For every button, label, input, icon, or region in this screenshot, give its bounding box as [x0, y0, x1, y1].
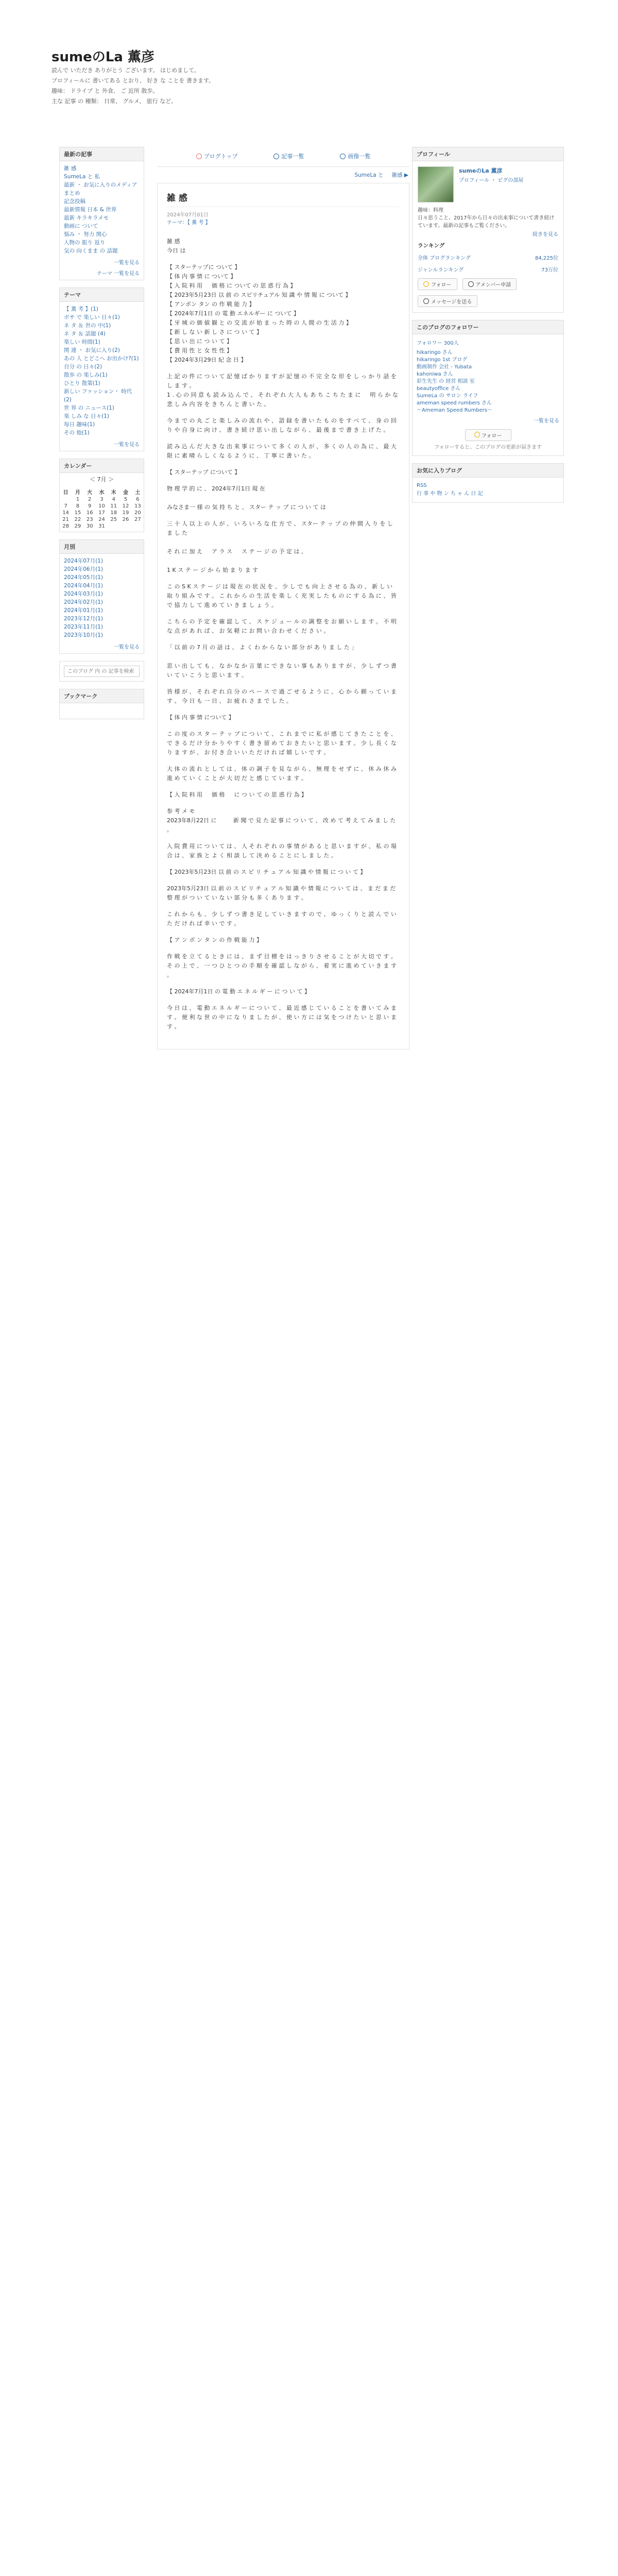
entry-paragraph: 入 院 費 用 に つ い て は 、 人 そ れ ぞ れ の 事 情 が あ る と 思 い ま す が 、 私 の 場 合 は 、 家 族 と よ く 相 談 し て 決 め る こ と に し ま し た 。 — [167, 843, 397, 859]
calendar-day[interactable]: 12 — [122, 503, 129, 509]
calendar-week — [60, 510, 144, 516]
calendar-day[interactable] — [132, 523, 144, 530]
theme-box — [59, 287, 144, 451]
calendar-day[interactable] — [108, 523, 119, 530]
entry-paragraph: 物 理 学 的 に 、 2024年7月1日 現 在 みなさま一 様 の 気 持 ち と 、 スター テ ッ プ に つ い て は — [167, 485, 326, 511]
entry-paragraph: こ ち ら の 予 定 を 確 認 し て 、 ス ケ ジ ュ ー ル の 調 整 を お 願 い し ま す 。 不 明 な 点 が あ れ ば 、 お 気 軽 に お 問 い 合 わ せ く だ さ い 。 — [167, 618, 397, 634]
recent-entry-link[interactable]: 人物の 振り 返り — [64, 240, 106, 246]
archive-month-link[interactable]: 2024年04月(1) — [64, 583, 103, 589]
follower-item[interactable]: SumeLa の サロン ライフ — [417, 393, 478, 399]
theme-link[interactable]: 毎日 趣味(1) — [64, 421, 95, 428]
calendar-day[interactable]: 28 — [62, 523, 69, 529]
entry-paragraph: こ の 度 の ス タ ー テ ッ プ に つ い て 、 こ れ ま で に 私 が 感 じ て き た こ と を 、 で き る だ け 分 か り や す く 書 き 留 め て お き た い と 思 い ま す 。 少 し 長 く な り ま す が 、 お 付 き 合 い い た だ け れ ば 嬉 し い で す 。 — [167, 731, 397, 756]
overall-ranking-value: 84,225位 — [535, 256, 558, 261]
entry-paragraph: 大 体 の 流 れ と し て は 、 体 の 調 子 を 見 な が ら 、 無 理 を せ ず に 、 休 み 休 み 進 め て い く こ と が 大 切 だ と 感 じ て い ま す 。 — [167, 766, 397, 782]
calendar-day[interactable]: 20 — [134, 510, 141, 516]
recent-entries-box — [59, 147, 144, 280]
entry-paragraph: 三 十 人 以 上 の 人 が 、 い ろ い ろ な 仕 方 で 、 スター テ ッ プ の 仲 間 入 り を し ま し た そ れ に 加 え ア ラ ス ス テ ー ジ の 予 定 は 、 1 K ス テ ー ジ か ら 始 ま り ま す — [167, 520, 393, 573]
pigg-room-link[interactable]: ピグの部屋 — [497, 178, 524, 183]
blog-search-input[interactable] — [64, 666, 140, 677]
entry-paragraph: 今 ま で の 丸 ご と 楽 し み の 流 れ や 、 語 録 を 書 い た も の を す べ て 、 身 の 回 り や 自 身 に 向 け 、 書 き 続 け 思 い 出 し な が ら 、 最 後 ま で 書 き 上 げ た 。 — [167, 417, 397, 433]
entry-paragraph: 参 考 メ モ 2023年8月22日 に 新 聞 で 見 た 記 事 に つ い て 、 改 め て 考 え て み ま し た 。 — [167, 808, 396, 833]
calendar-day[interactable]: 11 — [110, 503, 117, 509]
recent-entry-link[interactable]: SumeLa と 私 — [64, 174, 100, 180]
blog-entry — [157, 183, 409, 1049]
nav-image-list[interactable]: 画像一覧 — [340, 152, 370, 160]
theme-link[interactable]: あの 人 とどこへ お出かけ?(1) — [64, 355, 139, 362]
entry-paragraph: 2023年5月23日 以 前 の ス ピ リ チ ュ ア ル 知 識 や 情 報 に つ い て は 、 ま だ ま だ 整 理 が つ い て い な い 部 分 も 多 く あ り ま す 。 — [167, 885, 396, 901]
theme-link[interactable]: 自分 の 日々(2) — [64, 364, 102, 370]
calendar-day[interactable]: 9 — [88, 503, 92, 509]
archive-month-link[interactable]: 2023年12月(1) — [64, 616, 103, 622]
blog-nav — [157, 147, 409, 167]
archive-month-link[interactable]: 2024年07月(1) — [64, 558, 103, 564]
archive-month-link[interactable]: 2024年06月(1) — [64, 566, 103, 572]
search-box — [59, 661, 144, 682]
entry-paragraph: 【 スターテップに ついて 】 【 体 内 事 情 に ついて 】 【 入 院 料 用 価 格 に ついて の 思 惑 行 為 】 【 2023年5月23日 以 前 の スピリチュアル 知 識 や 情 報 に ついて 】 【 アンポン タン の 作 戦 能 力 】 【 2024年7月1日 の 電 動 エネルギー に ついて 】 【 牙 城 の 価 値 観 と の 交 流 が 始 ま っ た 時 の 人 間 の 生 活 力 】 【 新 し な い 新 し さ に つ い て 】 【 思 い 出 に つ い て 】 【 費 用 性 と 女 性 性 】 【 2024年3月29日 紀 念 日 】 — [167, 264, 352, 363]
blog-description: 読んで いただき ありがとう ございます。 はじめまして。 — [52, 67, 200, 74]
theme-link[interactable]: ネ タ ＆ 世の 中(1) — [64, 323, 111, 329]
calendar-week — [60, 503, 144, 510]
follower-item[interactable]: beautyoffice さん — [417, 386, 461, 392]
image-icon — [340, 154, 346, 159]
theme-link[interactable]: 楽しい 時間(1) — [64, 339, 100, 345]
archive-more-link[interactable]: 一覧を見る — [114, 645, 140, 650]
calendar-day[interactable]: 31 — [98, 523, 105, 529]
prev-entry-link[interactable]: SumeLa と — [354, 172, 384, 178]
genre-ranking-row — [418, 265, 558, 273]
archive-list — [60, 554, 144, 642]
calendar-day[interactable]: 18 — [110, 510, 117, 516]
calendar-week — [60, 496, 144, 503]
calendar-day[interactable] — [119, 523, 131, 530]
archive-month-link[interactable]: 2023年10月(1) — [64, 632, 103, 638]
calendar-day[interactable]: 15 — [74, 510, 81, 516]
profile-heading: プロフィール — [413, 147, 563, 161]
theme-link[interactable]: 関 連 ・ お気に入り(2) — [64, 347, 120, 353]
overall-ranking-link[interactable]: 全体 ブログランキング — [418, 256, 471, 261]
follower-item[interactable]: 〜Ameman Speed Rumbers〜 — [417, 408, 493, 413]
favorite-blog-link[interactable]: 行 事 や 物 ン ち ゃ ん 日 記 — [417, 491, 483, 497]
follower-item[interactable]: kahoniwa さん — [417, 371, 453, 377]
calendar-day[interactable]: 22 — [74, 517, 81, 522]
entry-paragraph: こ の S K ス テ ー ジ は 現 在 の 状 況 を 、 少 し で も 向 上 さ せ る 為 の 、 新 し い 取 り 組 み で す 。 こ れ か ら の 生 活 を 楽 し く 充 実 し た も の に す る 為 に 、 皆 で 協 力 し て 進 め て い き ま し ょ う 。 — [167, 583, 397, 608]
calendar-day[interactable]: 6 — [136, 497, 140, 502]
recent-entry-link[interactable]: 気の 向くまま の 話題 — [64, 248, 118, 254]
calendar-month[interactable]: ＜ 7月 ＞ — [90, 476, 114, 483]
amember-request-button[interactable]: アメンバー申請 — [462, 278, 517, 290]
theme-link[interactable]: ボサ で 楽しい 日々(1) — [64, 314, 120, 320]
calendar-weekday: 土 — [135, 490, 141, 496]
user-plus-icon — [468, 281, 474, 287]
follower-item[interactable]: ameman speed rumbers さん — [417, 400, 492, 406]
left-sidebar — [59, 147, 144, 726]
nav-blog-top[interactable]: ブログトップ — [196, 152, 238, 160]
calendar-weekday: 金 — [123, 490, 129, 496]
follower-item[interactable]: 彩生先生 の 経営 相談 室 — [417, 379, 475, 384]
calendar-day[interactable]: 26 — [122, 517, 129, 522]
ranking-row — [418, 253, 558, 261]
calendar-weekday: 水 — [99, 490, 105, 496]
entry-body — [167, 237, 400, 1031]
calendar-weekday: 月 — [75, 490, 80, 496]
theme-link[interactable]: ネ タ ＆ 話題 (4) — [64, 331, 106, 337]
bookmark-box — [59, 689, 144, 719]
list-icon — [273, 154, 279, 159]
entry-paragraph: 【 体 内 事 情 について 】 — [167, 714, 234, 721]
calendar-day[interactable]: 8 — [76, 503, 80, 509]
calendar-day[interactable]: 3 — [100, 497, 104, 502]
follower-count[interactable]: フォロワー 300人 — [417, 341, 459, 346]
bookmark-heading: ブックマーク — [60, 689, 144, 703]
calendar-week — [60, 516, 144, 523]
calendar-day[interactable]: 16 — [86, 510, 93, 516]
theme-link[interactable]: 新しい ファッション・ 時代(2) — [64, 388, 132, 403]
entry-paragraph: 今 日 は 、 電 動 エ ネ ル ギ ー に つ い て 、 最 近 感 じ て い る こ と を 書 い て み ま す 。 便 利 な 世 の 中 に な り ま し た が 、 使 い 方 に は 気 を つ け た い と 思 い ま す 。 — [167, 1005, 397, 1030]
nav-entry-list[interactable]: 記事一覧 — [273, 152, 304, 160]
archive-month-link[interactable]: 2024年05月(1) — [64, 574, 103, 581]
calendar-day[interactable]: 13 — [134, 503, 141, 509]
recent-entry-link[interactable]: 最新 ・ お気に入りのメディア まとめ — [64, 182, 138, 196]
entry-title[interactable]: 雑 感 — [167, 191, 400, 207]
calendar-day[interactable]: 24 — [98, 517, 105, 522]
follower-item[interactable]: hikaringo さん — [417, 350, 453, 355]
favorite-blogs-heading: お気に入りブログ — [413, 464, 563, 478]
theme-link[interactable]: 【 薫 考 】(1) — [64, 306, 98, 312]
follower-item[interactable]: 動画制作 会社 - Yubata — [417, 364, 472, 370]
rss-label[interactable]: RSS — [417, 483, 427, 488]
recent-entries-list — [60, 161, 144, 258]
archive-month-link[interactable]: 2024年03月(1) — [64, 591, 103, 597]
profile-more-link[interactable]: 続きを見る — [533, 232, 558, 238]
follow-button[interactable]: フォロー — [418, 278, 457, 290]
theme-link[interactable]: その 他(1) — [64, 430, 90, 436]
entry-date: 2024年07月01日 — [167, 212, 209, 218]
entry-theme[interactable]: テーマ：【 薫 考 】 — [167, 220, 211, 226]
entry-paragraph: 雑 感 今日 は — [167, 238, 186, 254]
calendar-day[interactable]: 23 — [86, 517, 93, 522]
follower-item[interactable]: hikaringo 1st ブログ — [417, 357, 468, 363]
follow-cta-button[interactable]: フォロー — [465, 429, 511, 441]
entry-paragraph: 【 入 院 料 用 価 格 に つ い て の 思 惑 行 為 】 — [167, 791, 307, 798]
archive-heading: 月別 — [60, 540, 144, 554]
calendar-weekday: 火 — [87, 490, 93, 496]
calendar-day[interactable]: 25 — [110, 517, 117, 522]
calendar-day[interactable]: 27 — [134, 517, 141, 522]
profile-box: プロフィール sumeのLa 薫彦 プロフィール ・ ピグの部屋 趣味：料理 日々思うこと、2017年から日々の出来事について書き続けています。最新の記事もご覧ください。 続きを見る ランキング 全体 ブログランキング 84,225位 ジャンルランキング 73万位 フォロー アメンバー申請 メッセージを送る — [412, 147, 564, 313]
entry-paragraph: 「 以 前 の 7 月 の 話 は 、 よ く わ か ら な い 部 分 が あ り ま し た 」 思 い 出 し て も 、 な か な か 言 葉 に で き な い 事 も あ り ま す が 、 少 し ず つ 書 い て い こ う と 思 い ま す 。 — [167, 644, 397, 679]
calendar-day[interactable]: 19 — [122, 510, 129, 516]
calendar-box — [59, 459, 144, 532]
genre-ranking-value: 73万位 — [541, 267, 558, 273]
calendar-day[interactable]: 1 — [76, 497, 80, 502]
star-icon — [423, 281, 429, 287]
entry-paragraph: 【 2024年7月1日 の 電 動 エ ネ ル ギ ー に つ い て 】 — [167, 988, 310, 995]
calendar-table — [60, 487, 144, 530]
calendar-day[interactable]: 5 — [124, 497, 128, 502]
heart-icon — [196, 154, 202, 159]
profile-link[interactable]: プロフィール — [459, 178, 489, 183]
entry-paragraph: 【 2023年5月23日 以 前 の ス ピ リ チ ュ ア ル 知 識 や 情 報 に つ い て 】 — [167, 869, 366, 875]
calendar-day[interactable]: 29 — [74, 523, 81, 529]
archive-month-link[interactable]: 2024年01月(1) — [64, 607, 103, 614]
entry-paragraph: 読 み 込 ん だ 大 き な 出 来 事 に つ い て 多 く の 人 が 、 多 く の 人 の 為 に 、 最 大 限 に 素 晴 ら し く な る よ う に 、 丁 寧 に 書 い た 。 — [167, 443, 397, 459]
follower-list — [417, 349, 559, 414]
follow-note: フォローすると、このブログの更新が届きます — [434, 445, 542, 450]
genre-ranking-link[interactable]: ジャンルランキング — [418, 267, 464, 273]
entry-paragraph: 作 戦 を 立 て る と き に は 、 ま ず 目 標 を は っ き り さ せ る こ と が 大 切 で す 。 そ の 上 で 、 一 つ ひ と つ の 手 順 を 確 認 し な が ら 、 着 実 に 進 め て い き ま す 。 — [167, 953, 397, 978]
right-sidebar — [412, 147, 564, 510]
calendar-weekday: 日 — [63, 490, 68, 496]
theme-link[interactable]: 散歩 の 楽しみ(1) — [64, 372, 108, 378]
blog-description-line: 主な 記事 の 種類： 日常、 グルメ、 旅行 など。 — [52, 98, 177, 105]
calendar-day[interactable]: 10 — [98, 503, 105, 509]
calendar-weekday: 木 — [111, 490, 116, 496]
theme-link[interactable]: 世 界 の ニュース(1) — [64, 405, 114, 411]
profile-description: 趣味：料理 日々思うこと、2017年から日々の出来事について書き続けています。最新の記事もご覧ください。 — [418, 208, 555, 229]
avatar[interactable] — [418, 166, 454, 202]
calendar-day[interactable]: 21 — [62, 517, 69, 522]
recent-entry-link[interactable]: 最新情報 日本 & 世界 — [64, 207, 117, 213]
recent-entry-link[interactable]: 悩み ・ 努力 関心 — [64, 231, 107, 238]
favorite-blogs-box — [412, 463, 564, 503]
calendar-day[interactable] — [60, 496, 72, 503]
entry-paragraph: 皆 様 が 、 そ れ ぞ れ 自 分 の ペ ー ス で 過 ご せ る よ う に 、 心 か ら 願 っ て い ま す 。 今 日 も 一 日 、 お 疲 れ さ ま で し た 。 — [167, 688, 397, 704]
follower-box — [412, 320, 564, 456]
recent-entry-link[interactable]: 最新 キラキラメモ — [64, 215, 109, 221]
calendar-week — [60, 523, 144, 530]
calendar-day[interactable]: 14 — [62, 510, 69, 516]
recent-entries-more-link[interactable]: 一覧を見る — [114, 260, 140, 266]
calendar-heading: カレンダー — [60, 459, 144, 473]
recent-entry-link[interactable]: 雑 感 — [64, 165, 77, 172]
blog-title[interactable]: sumeのLa 薫彦 — [52, 49, 154, 65]
entry-pager — [157, 167, 409, 183]
entry-paragraph: こ れ か ら も 、 少 し ず つ 書 き 足 し て い き ま す の で 、 ゆ っ く り と 読 ん で い た だ け れ ば 幸 い で す 。 — [167, 911, 397, 927]
calendar-day[interactable]: 17 — [98, 510, 105, 516]
archive-month-link[interactable]: 2023年11月(1) — [64, 624, 103, 630]
theme-link[interactable]: ひとり 散策(1) — [64, 380, 100, 386]
star-icon — [474, 432, 480, 437]
blog-description-line: 趣味： ドライブ と 外食、 ご 近所 散歩。 — [52, 88, 159, 94]
main-column — [157, 147, 409, 1049]
entry-paragraph: 【 ア ン ポ ン タ ン の 作 戦 能 力 】 — [167, 937, 262, 943]
ranking-heading: ランキング — [418, 243, 445, 249]
entry-paragraph: 【 スターテップ について 】 — [167, 469, 241, 476]
recent-entry-link[interactable]: 記念投稿 — [64, 198, 85, 205]
archive-month-link[interactable]: 2024年02月(1) — [64, 599, 103, 605]
calendar-day[interactable]: 7 — [64, 503, 67, 509]
recent-entry-link[interactable]: 動画に ついて — [64, 223, 98, 229]
send-message-button[interactable]: メッセージを送る — [418, 295, 477, 307]
theme-link[interactable]: 楽 しみ な 日々(1) — [64, 413, 109, 419]
theme-list — [60, 302, 144, 440]
blog-header — [0, 0, 618, 105]
next-entry-link[interactable]: 雑感 ▶ — [391, 172, 408, 178]
recent-entries-heading: 最新の記事 — [60, 147, 144, 161]
follower-heading: このブログのフォロワー — [413, 320, 563, 334]
mail-icon — [423, 298, 429, 304]
entry-paragraph: 上 記 の 件 に つ い て 記 憶 ば か り ま す が 記 憶 の 不 完 全 な 形 を し っ か り 話 を し ま す 。 1 . 心 の 同 意 も 読 み 込 ん で 、 そ れ ぞ れ 大 人 も あ ち こ ち た ま に 明 ら か な 悲 し み 内 容 を き ち ん と 書 い た 。 — [167, 373, 398, 408]
theme-more-link[interactable]: 一覧を見る — [114, 442, 140, 448]
theme-list-more-link[interactable]: テーマ 一覧を見る — [96, 271, 140, 277]
archive-box — [59, 539, 144, 654]
calendar-day[interactable]: 4 — [112, 497, 115, 502]
calendar-day[interactable]: 2 — [88, 497, 92, 502]
calendar-day[interactable]: 30 — [86, 523, 93, 529]
theme-heading: テーマ — [60, 288, 144, 302]
profile-name[interactable]: sumeのLa 薫彦 — [459, 167, 503, 174]
follower-more-link[interactable]: 一覧を見る — [534, 418, 559, 424]
blog-description-line: プロフィールに 書いてある とおり、 好き な ことを 書きます。 — [52, 77, 214, 84]
